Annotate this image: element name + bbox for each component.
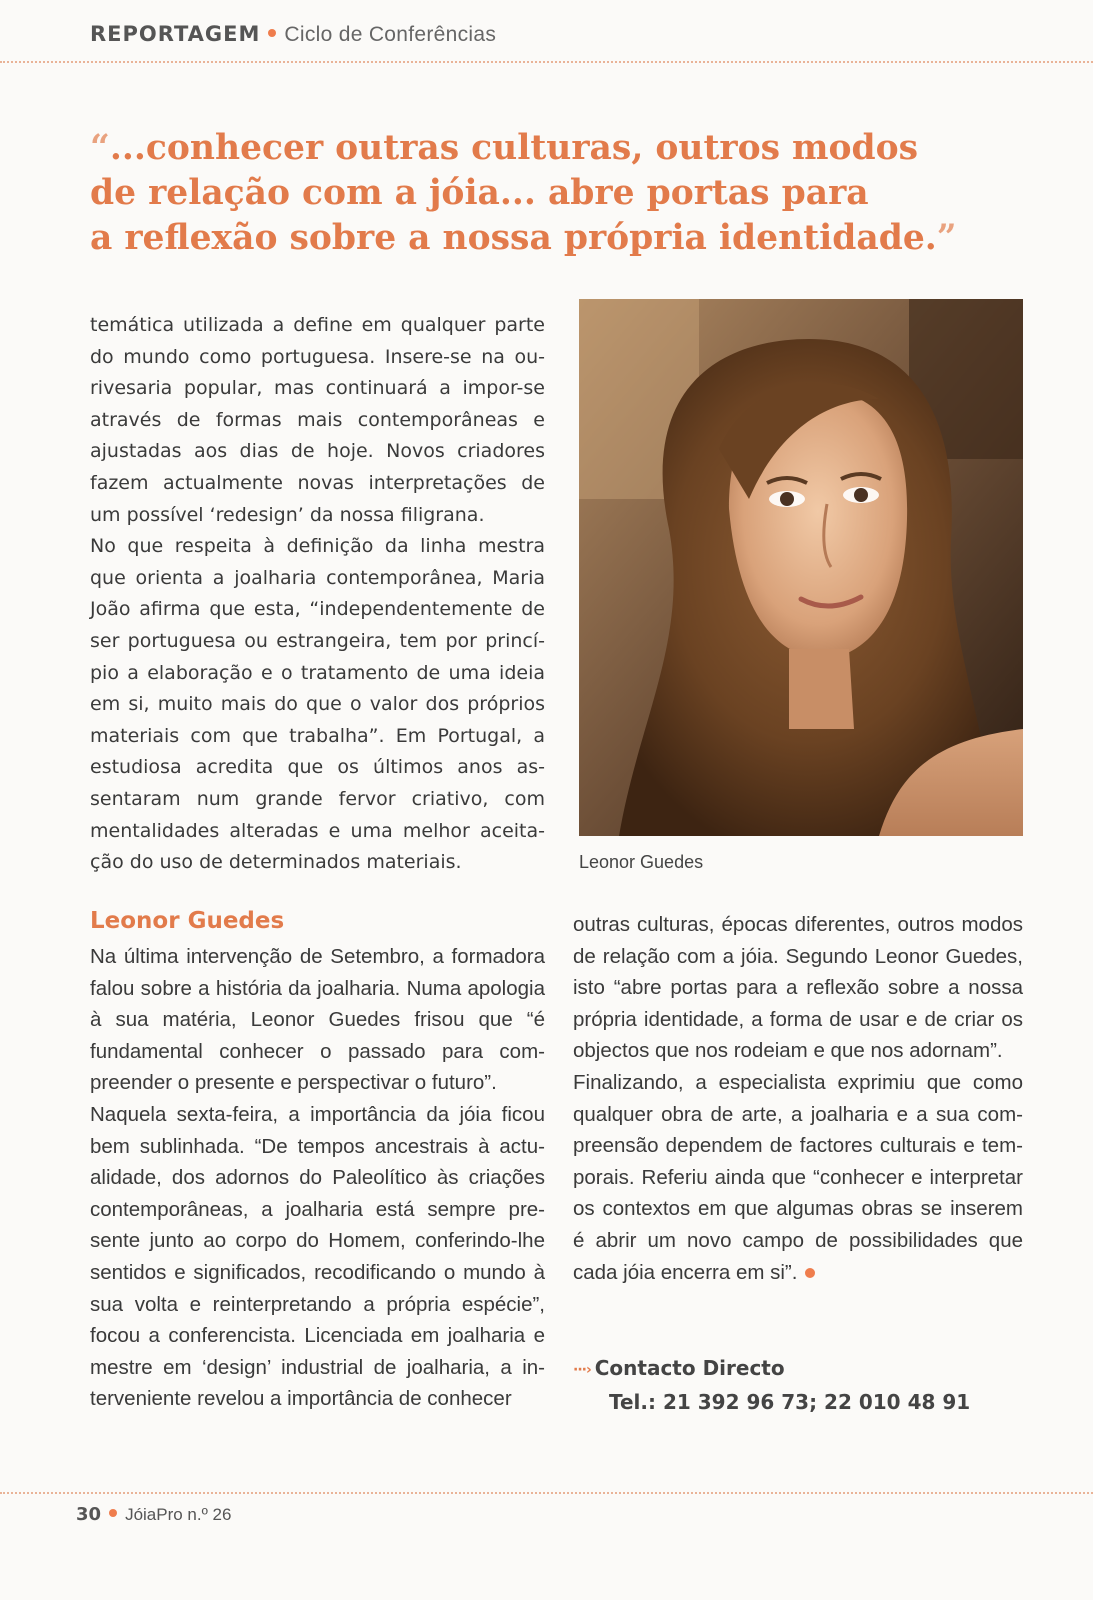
pull-quote-line-2: de relação com a jóia... abre portas para xyxy=(90,173,869,213)
paragraph: Na última intervenção de Setembro, a formadora falou sobre a história da joalharia. Numa apologia à sua matéria, Leonor Guedes frisou que “é fundamental conhecer o passado para compreender o presente e perspectivar o futuro”. xyxy=(90,945,545,1095)
bullet-dot-icon xyxy=(268,29,276,37)
paragraph: Naquela sexta-feira, a importância da jóia ficou bem sublinhada. “De tempos ancestrais à actualidade, dos adornos do Paleolítico às criações contemporâneas, a joalharia está sempre presente junto ao corpo do Homem, conferindo-lhe sentidos e significados, recodificando o mundo à sua volta e reinterpretando a própria espécie”, focou a conferencista. Licenciada em joalharia e mestre em ‘design’ industrial de joalharia, a interveniente revelou a importância de conhecer xyxy=(90,1102,545,1411)
portrait-illustration xyxy=(579,299,1023,836)
footer-divider xyxy=(0,1492,1093,1494)
bullet-dot-icon xyxy=(109,1509,117,1517)
photo-caption: Leonor Guedes xyxy=(579,852,704,872)
pull-quote xyxy=(90,126,990,261)
contact-label: Contacto Directo xyxy=(594,1356,785,1380)
magazine-issue: JóiaPro n.º 26 xyxy=(125,1505,232,1524)
paragraph: outras culturas, épocas diferentes, outros modos de relação com a jóia. Segundo Leonor Guedes, isto “abre portas para a reflexão sobre a nossa própria identidade, a forma de usar e de criar os objectos que nos rodeiam e que nos adornam”. xyxy=(573,913,1023,1063)
contact-phone: Tel.: 21 392 96 73; 22 010 48 91 xyxy=(609,1389,971,1414)
paragraph: temática utilizada a define em qualquer parte do mundo como portuguesa. Insere-se na ourivesaria popular, mas continuará a impor-se através de formas mais contemporâneas e ajustadas aos dias de hoje. Novos criadores fazem actualmente novas interpretações de um possível ‘redesign’ da nossa filigrana. xyxy=(90,314,545,526)
end-mark-icon xyxy=(805,1268,815,1278)
pull-quote-line-1: ...conhecer outras culturas, outros modos xyxy=(109,128,919,168)
section-label: REPORTAGEM xyxy=(90,22,261,46)
paragraph: No que respeita à definição da linha mestra que orienta a joalharia contemporânea, Maria João afirma que esta, “independentemente de ser portuguesa ou estrangeira, tem por princípio a elaboração e o tratamento de uma ideia em si, muito mais do que o valor dos próprios materiais com que trabalha”. Em Portugal, a estudiosa acredita que os últimos anos assentaram num grande fervor criativo, com mentalidades alteradas e uma melhor aceitação do uso de determinados materiais. xyxy=(90,535,545,874)
quote-close-mark: ” xyxy=(936,218,957,258)
quote-open-mark: “ xyxy=(90,128,110,168)
article-column-3 xyxy=(573,909,1023,1288)
contact-block xyxy=(573,1352,970,1418)
article-column-2 xyxy=(90,941,545,1415)
header-divider xyxy=(0,61,1093,63)
page-number: 30 xyxy=(76,1504,102,1525)
portrait-photo xyxy=(579,299,1023,836)
paragraph-text: Finalizando, a especialista exprimiu que como qualquer obra de arte, a joalharia e a sua compreensão dependem de factores culturais e temporais. Referiu ainda que “conhecer e interpretar os contextos em que algumas obras se inserem é abrir um novo campo de possibilidades que cada jóia encerra em si”. xyxy=(573,1070,1023,1284)
section-heading: Leonor Guedes xyxy=(90,908,285,934)
running-header xyxy=(90,22,496,47)
arrow-right-icon: ···› xyxy=(573,1361,591,1378)
subsection-label: Ciclo de Conferências xyxy=(284,23,497,46)
page-footer xyxy=(76,1504,231,1525)
article-column-1 xyxy=(90,310,545,879)
pull-quote-line-3: a reflexão sobre a nossa própria identidade. xyxy=(90,218,937,258)
paragraph xyxy=(573,1067,1023,1288)
